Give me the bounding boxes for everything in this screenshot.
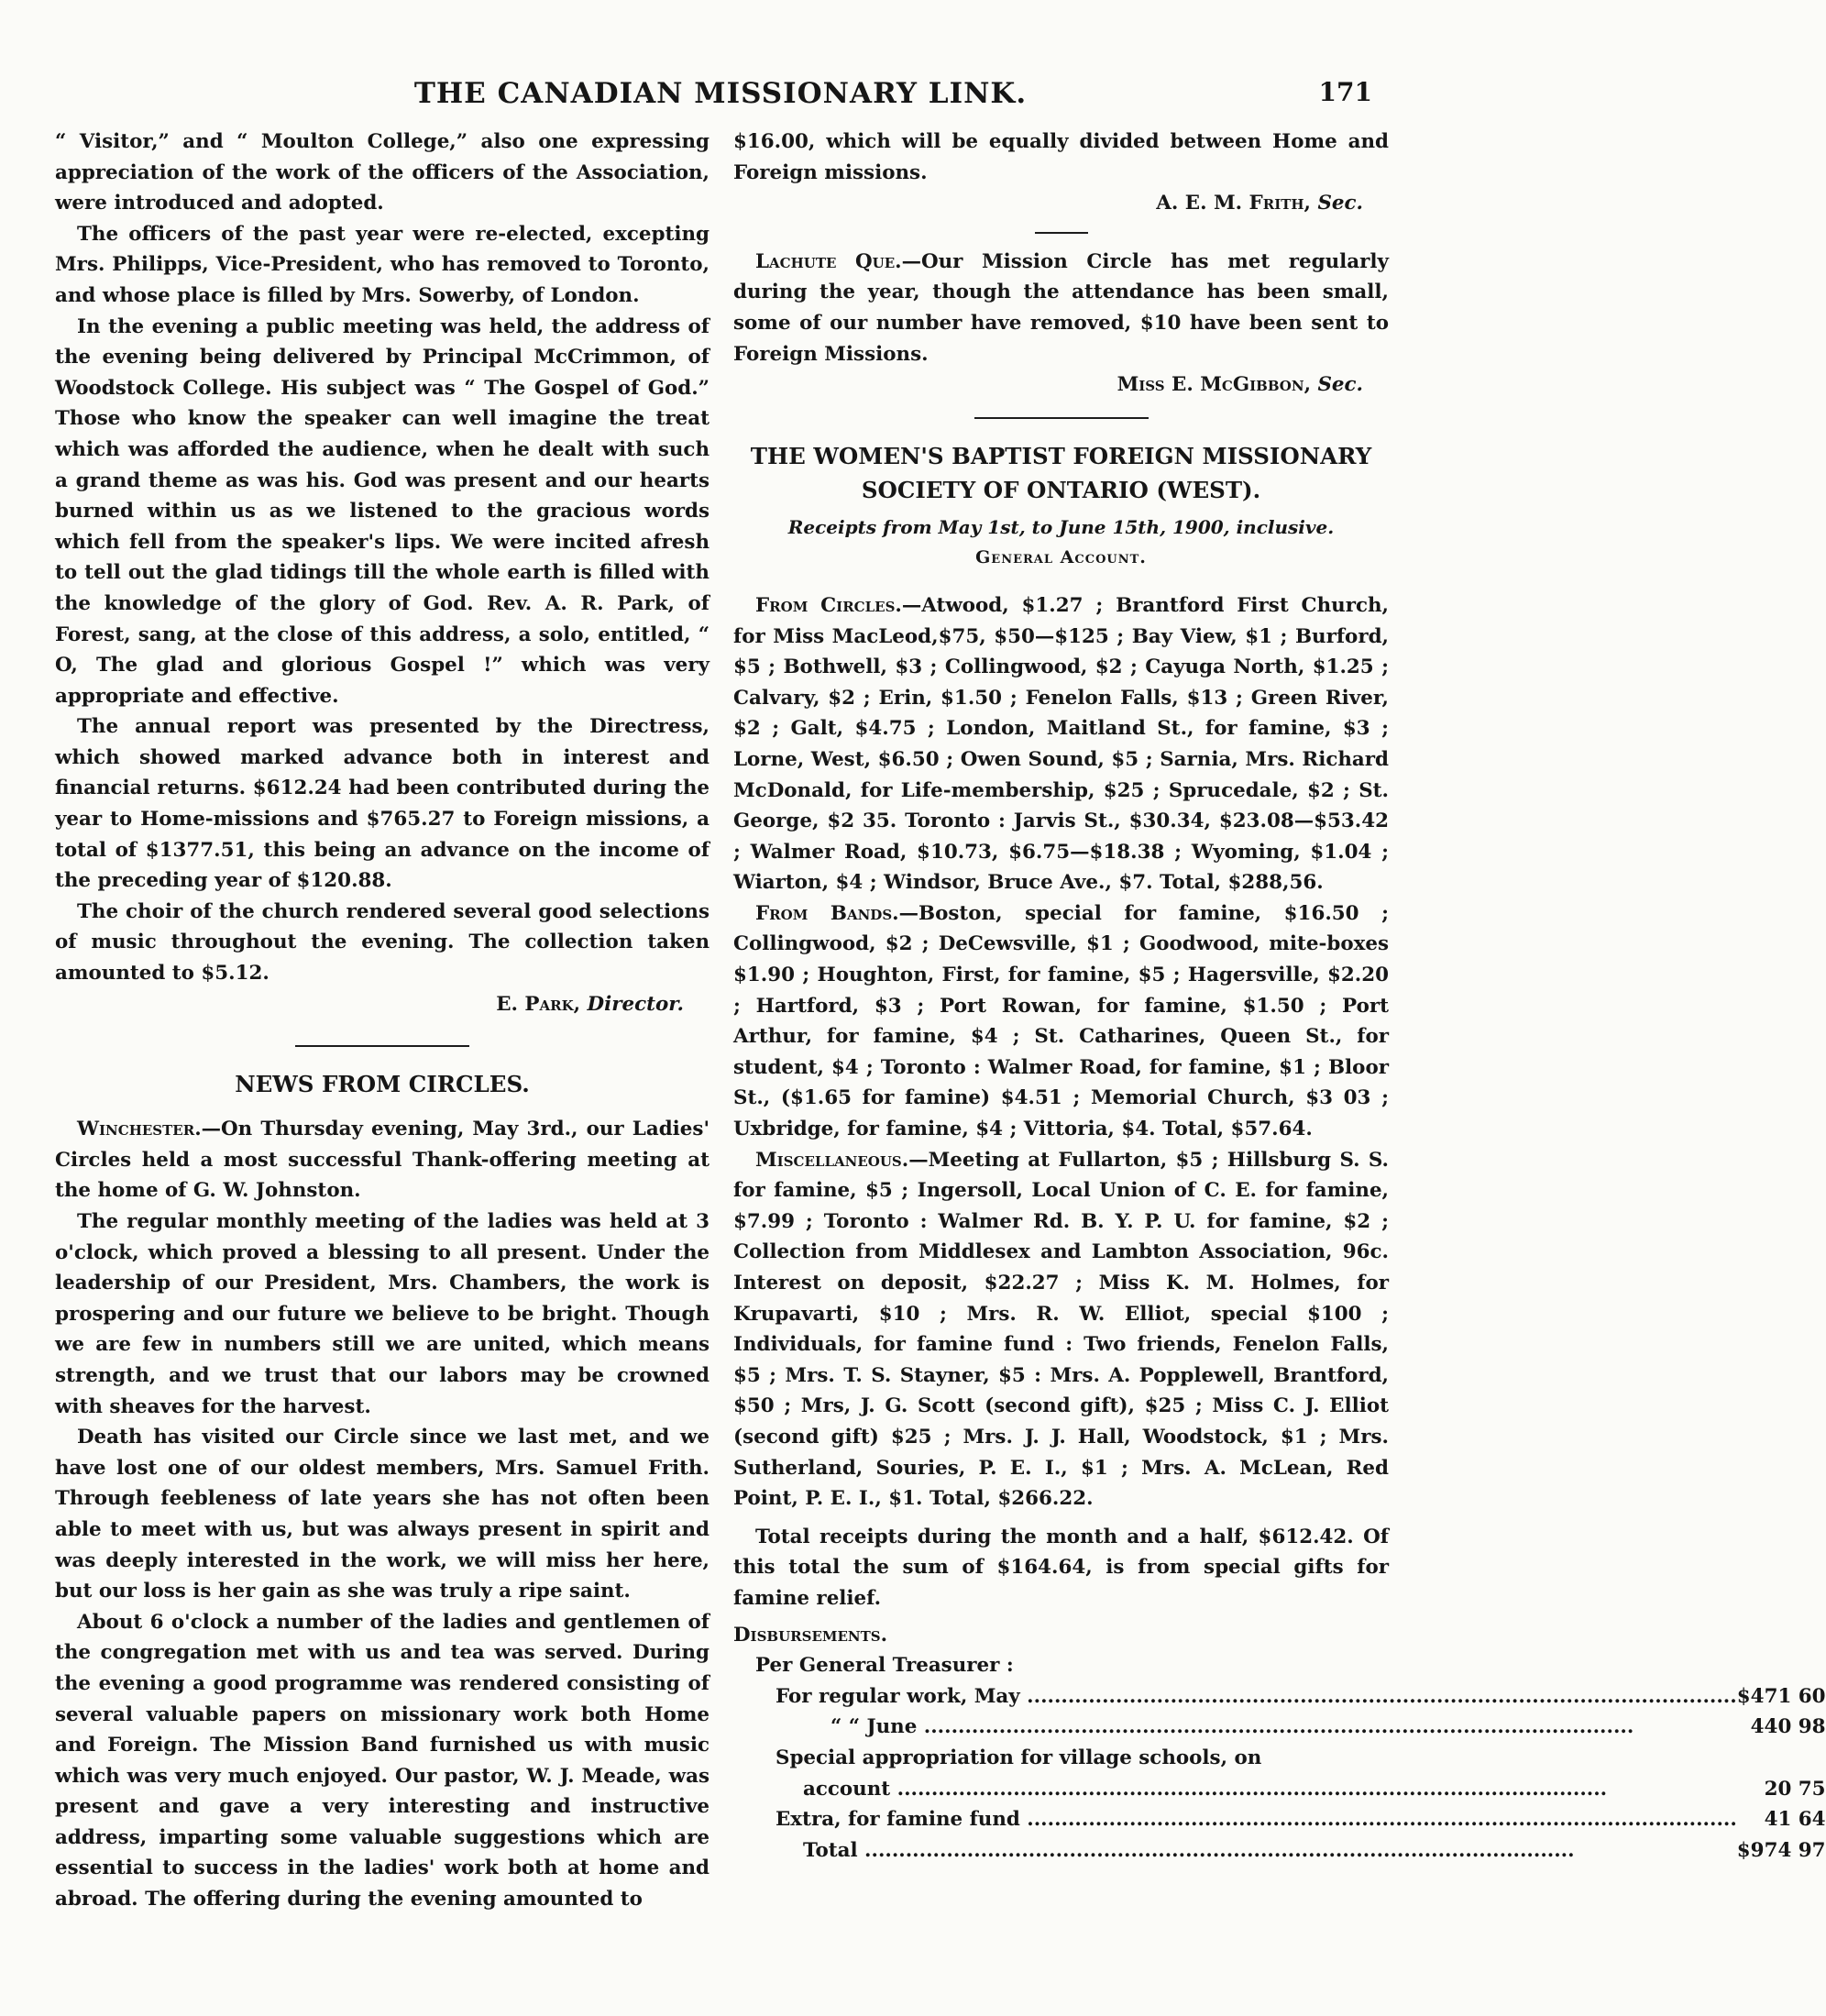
- paragraph: [55, 1114, 710, 1206]
- table-cell: [1737, 1743, 1826, 1774]
- signature-name: A. E. M. Frith,: [1156, 192, 1312, 215]
- table-cell: [776, 1681, 1737, 1713]
- right-column: [733, 127, 1826, 1866]
- paragraph: Death has visited our Circle since we last met, and we have lost one of our oldest members, Mrs. Samuel Frith. Through feebleness of late years she has not often been able to meet with us, but was always present in spirit and was deeply interested in the work, we will miss her here, but our loss is her gain as she was truly a ripe saint.: [55, 1426, 710, 1603]
- row-label: account .....: [776, 1778, 1607, 1801]
- paragraph: The officers of the past year were re-elected, excepting Mrs. Philipps, Vice-President, who has removed to Toronto, and whose place is filled by Mrs. Sowerby, of London.: [55, 222, 710, 307]
- row-label: Extra, for famine fund .....: [776, 1808, 1737, 1831]
- paragraph: [733, 1145, 1389, 1515]
- table-row: [776, 1712, 1826, 1743]
- per-treasurer: Per General Treasurer :: [755, 1654, 1014, 1678]
- table-row: [776, 1681, 1826, 1713]
- table-row: [776, 1804, 1826, 1835]
- society-heading: [733, 439, 1389, 507]
- paragraph: The choir of the church rendered several good selections of music throughout the evening. The collection taken amounted to $5.12.: [55, 899, 710, 986]
- left-column: [55, 127, 710, 1915]
- signature-name: E. Park,: [496, 992, 581, 1016]
- table-cell: [776, 1712, 1737, 1743]
- paragraph-text: —On Thursday evening, May 3rd., our Ladies' Circles held a most successful Thank-offering meeting at the home of G. W. Johnston.: [55, 1118, 710, 1203]
- row-label: Total .....: [776, 1839, 1575, 1862]
- row-label: For regular work, May .....: [776, 1685, 1737, 1708]
- paragraph: In the evening a public meeting was held, the address of the evening being delivered by Principal McCrimmon, of Woodstock College. His subject was “ The Gospel of God.” Those who know the speaker can well imagine the treat which was afforded the audience, when he dealt with such a grand theme as was his. God was present and our hearts burned within us as we listened to the gracious words which fell from the speaker's lips. We were incited afresh to tell out the glad tidings till the whole earth is filled with the knowledge of the glory of God. Rev. A. R. Park, of Forest, sang, at the close of this address, a solo, entitled, “ O, The glad and glorious Gospel !” which was very appropriate and effective.: [55, 314, 710, 708]
- paragraph: About 6 o'clock a number of the ladies and gentlemen of the congregation met with us and tea was served. During the evening a good programme was rendered consisting of several valuable papers on missionary work both Home and Foreign. The Mission Band furnished us with music which was very much enjoyed. Our pastor, W. J. Meade, was present and gave a very interesting and instructive address, imparting some valuable suggestions which are essential to success in the ladies' work both at home and abroad. The offering during the evening amounted to: [55, 1610, 710, 1911]
- table-row: [776, 1835, 1826, 1867]
- table-cell: [776, 1774, 1737, 1805]
- account-heading: General Account.: [975, 547, 1147, 568]
- signature: [733, 369, 1389, 401]
- paragraph: “ Visitor,” and “ Moulton College,” also one expressing appreciation of the work of the officers of the Association, were introduced and adopted.: [55, 130, 710, 215]
- divider: [1035, 232, 1088, 234]
- signature: [733, 188, 1389, 219]
- section-label: From Bands.: [755, 901, 899, 925]
- paragraph: [733, 590, 1389, 898]
- paragraph: [733, 247, 1389, 369]
- running-title: THE CANADIAN MISSIONARY LINK.: [413, 77, 1028, 110]
- signature: [55, 989, 710, 1020]
- table-cell: [776, 1835, 1737, 1867]
- table-row: [776, 1774, 1826, 1805]
- table-cell: [776, 1804, 1737, 1835]
- paragraph: The regular monthly meeting of the ladies was held at 3 o'clock, which proved a blessing to all present. Under the leadership of our President, Mrs. Chambers, the work is prospering and our future we believe to be bright. Though we are few in numbers still we are united, which means strength, and we trust that our labors may be crowned with sheaves for the harvest.: [55, 1210, 710, 1418]
- paragraph: $16.00, which will be equally divided between Home and Foreign missions.: [733, 130, 1389, 184]
- page-number: 171: [1318, 77, 1372, 107]
- table-cell: Special appropriation for village schools, on: [776, 1746, 1262, 1769]
- signature-role: Director.: [587, 992, 684, 1016]
- divider: [295, 1045, 469, 1047]
- signature-role: Sec.: [1317, 373, 1363, 397]
- society-heading-line: SOCIETY OF ONTARIO (WEST).: [861, 476, 1261, 503]
- section-label: From Circles.: [755, 593, 902, 617]
- table-cell: 41 64: [1764, 1808, 1826, 1832]
- news-heading: NEWS FROM CIRCLES.: [235, 1071, 530, 1098]
- row-label: “ “ June .....: [776, 1715, 1634, 1738]
- table-cell: $471 60: [1736, 1684, 1826, 1708]
- table-cell: 440 98: [1750, 1715, 1826, 1739]
- place-name: Winchester.: [77, 1118, 202, 1141]
- paragraph: Total receipts during the month and a half, $612.42. Of this total the sum of $164.64, is from special gifts for famine relief.: [733, 1525, 1389, 1610]
- paragraph-text: —Meeting at Fullarton, $5 ; Hillsburg S. S. for famine, $5 ; Ingersoll, Local Union of C. E. for famine, $7.99 ; Toronto : Walmer Rd. B. Y. P. U. for famine, $2 ; Collection from Middlesex and Lambton Association, 96c. Interest on deposit, $22.27 ; Miss K. M. Holmes, for Krupavarti, $10 ; Mrs. R. W. Elliot, special $100 ; Individuals, for famine fund : Two friends, Fenelon Falls, $5 ; Mrs. T. S. Stayner, $5 : Mrs. A. Popplewell, Brantford, $50 ; Mrs, J. G. Scott (second gift), $25 ; Miss C. J. Elliot (second gift) $25 ; Mrs. J. J. Hall, Woodstock, $1 ; Mrs. Sutherland, Souries, P. E. I., $1 ; Mrs. A. McLean, Red Point, P. E. I., $1. Total, $266.22.: [733, 1148, 1389, 1511]
- table-row: [776, 1743, 1826, 1774]
- signature-role: Sec.: [1317, 192, 1363, 215]
- receipts-line: Receipts from May 1st, to June 15th, 1900, inclusive.: [787, 515, 1335, 538]
- section-label: Miscellaneous.: [755, 1148, 909, 1172]
- paragraph: [733, 898, 1389, 1145]
- paragraph-text: —Boston, special for famine, $16.50 ; Collingwood, $2 ; DeCewsville, $1 ; Goodwood, mite-boxes $1.90 ; Houghton, First, for famine, $5 ; Hagersville, $2.20 ; Hartford, $3 ; Port Rowan, for famine, $1.50 ; Port Arthur, for famine, $4 ; St. Catharines, Queen St., for student, $4 ; Toronto : Walmer Road, for famine, $1 ; Bloor St., ($1.65 for famine) $4.51 ; Memorial Church, $3 03 ; Uxbridge, for famine, $4 ; Vittoria, $4. Total, $57.64.: [733, 901, 1389, 1141]
- table-cell: $974 97: [1736, 1838, 1826, 1862]
- society-heading-line: THE WOMEN'S BAPTIST FOREIGN MISSIONARY: [750, 442, 1372, 469]
- table-cell: 20 75: [1764, 1777, 1826, 1801]
- place-name: Lachute Que.: [755, 249, 902, 273]
- disbursements-heading: Disbursements.: [733, 1623, 888, 1647]
- disbursements-table: [776, 1681, 1826, 1867]
- divider: [974, 417, 1149, 419]
- paragraph-text: —Atwood, $1.27 ; Brantford First Church, for Miss MacLeod,$75, $50—$125 ; Bay View, $1 ; Burford, $5 ; Bothwell, $3 ; Collingwood, $2 ; Cayuga North, $1.25 ; Calvary, $2 ; Erin, $1.50 ; Fenelon Falls, $13 ; Green River, $2 ; Galt, $4.75 ; London, Maitland St., for famine, $3 ; Lorne, West, $6.50 ; Owen Sound, $5 ; Sarnia, Mrs. Richard McDonald, for Life-membership, $25 ; Sprucedale, $2 ; St. George, $2 35. Toronto : Jarvis St., $30.34, $23.08—$53.42 ; Walmer Road, $10.73, $6.75—$18.38 ; Wyoming, $1.04 ; Wiarton, $4 ; Windsor, Bruce Ave., $7. Total, $288,56.: [733, 593, 1389, 895]
- paragraph-text: —Our Mission Circle has met regularly during the year, though the attendance has been small, some of our number have removed, $10 have been sent to Foreign Missions.: [733, 249, 1389, 366]
- paragraph: The annual report was presented by the Directress, which showed marked advance both in interest and financial returns. $612.24 had been contributed during the year to Home-missions and $765.27 to Foreign missions, a total of $1377.51, this being an advance on the income of the preceding year of $120.88.: [55, 715, 710, 893]
- page-header: [0, 77, 1441, 123]
- signature-name: Miss E. McGibbon,: [1116, 373, 1312, 397]
